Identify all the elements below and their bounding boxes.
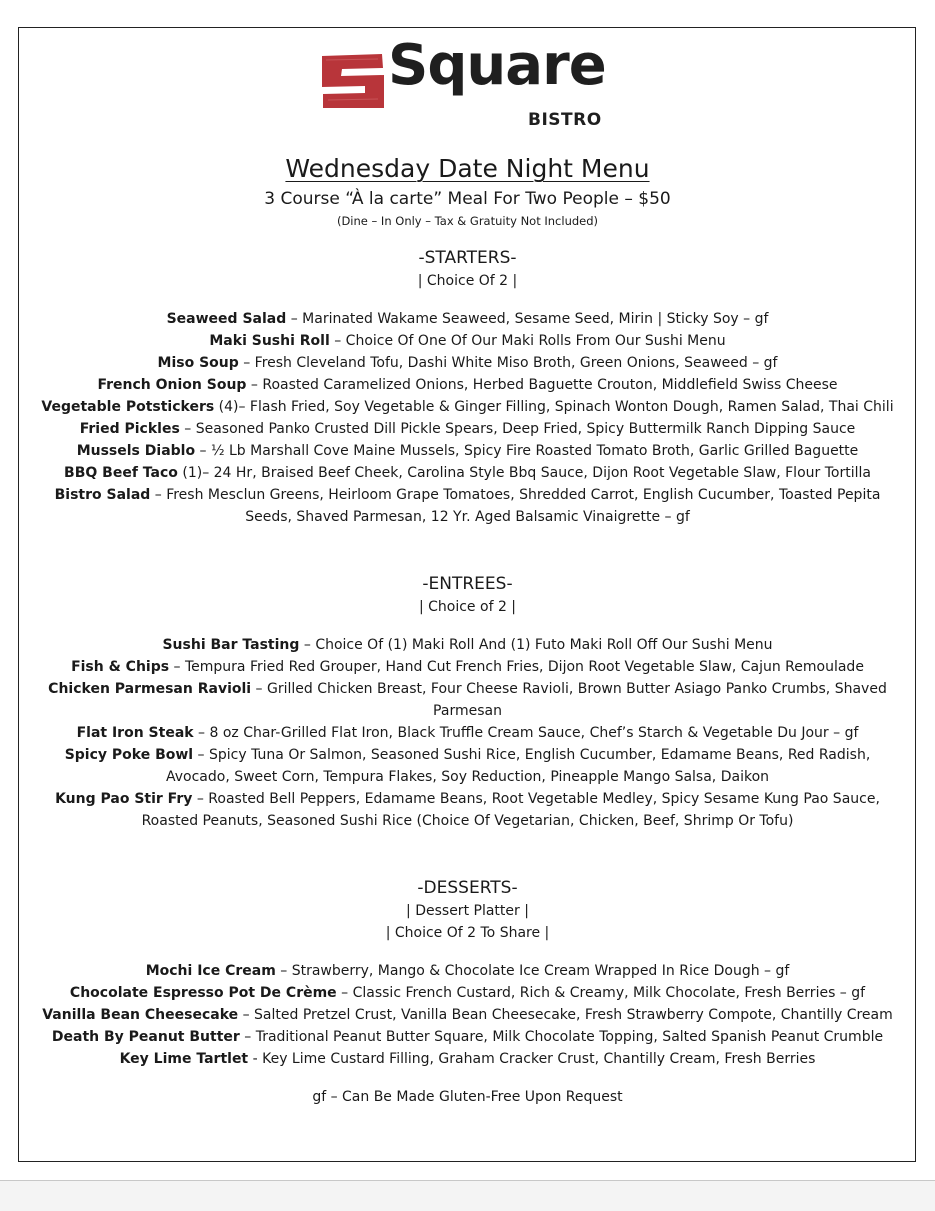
menu-item — [30, 634, 905, 656]
menu-item-description: Fresh Cleveland Tofu, Dashi White Miso Broth, Green Onions, Seaweed – gf — [254, 355, 778, 371]
menu-item — [30, 418, 905, 440]
menu-item-description: Seasoned Panko Crusted Dill Pickle Spears, Deep Fried, Spicy Buttermilk Ranch Dipping Sauce — [195, 421, 856, 437]
menu-note: (Dine – In Only – Tax & Gratuity Not Included) — [336, 214, 599, 228]
entrees-choice: | Choice of 2 | — [418, 599, 517, 615]
menu-item-separator: – — [193, 747, 210, 763]
menu-item-name: Fried Pickles — [79, 421, 180, 437]
menu-item-separator: – — [336, 985, 353, 1001]
menu-item-name: Fish & Chips — [71, 659, 170, 675]
menu-item-separator: – — [193, 725, 210, 741]
menu-item — [30, 374, 905, 396]
menu-item-name: BBQ Beef Taco — [64, 465, 178, 481]
menu-item-name: Bistro Salad — [54, 487, 151, 503]
menu-item-description: Salted Pretzel Crust, Vanilla Bean Cheesecake, Fresh Strawberry Compote, Chantilly Cream — [254, 1007, 893, 1023]
menu-item-name: Miso Soup — [157, 355, 239, 371]
menu-item-separator: – — [329, 333, 346, 349]
logo-subword: BISTRO — [528, 110, 602, 130]
desserts-choice: | Choice Of 2 To Share | — [385, 925, 550, 941]
menu-item — [30, 330, 905, 352]
menu-item-name: Vegetable Potstickers — [41, 399, 215, 415]
menu-item-separator: – — [286, 311, 303, 327]
menu-item — [30, 1048, 905, 1070]
menu-item — [30, 308, 905, 330]
menu-item-separator: – — [299, 637, 316, 653]
menu-item-description: Choice Of (1) Maki Roll And (1) Futo Maki Roll Off Our Sushi Menu — [315, 637, 773, 653]
menu-item-name: Flat Iron Steak — [76, 725, 194, 741]
menu-item-name: Vanilla Bean Cheesecake — [42, 1007, 239, 1023]
entrees-heading: -ENTREES- — [422, 574, 513, 594]
menu-item-name: Seaweed Salad — [166, 311, 287, 327]
desserts-platter: | Dessert Platter | — [406, 903, 529, 919]
menu-content — [30, 152, 905, 1108]
menu-item-description: Roasted Bell Peppers, Edamame Beans, Root Vegetable Medley, Spicy Sesame Kung Pao Sauce, Roasted Peanuts, Seasoned Sushi Rice (Choice Of Vegetarian, Chicken, Beef, Shrimp Or Tofu) — [141, 791, 880, 829]
menu-item — [30, 960, 905, 982]
menu-item-separator: – — [195, 443, 211, 459]
starters-heading: -STARTERS- — [418, 248, 517, 268]
menu-item — [30, 656, 905, 678]
menu-item-name: Sushi Bar Tasting — [162, 637, 300, 653]
menu-item-separator: – — [150, 487, 167, 503]
menu-item-name: Maki Sushi Roll — [209, 333, 330, 349]
menu-item — [30, 982, 905, 1004]
menu-item — [30, 396, 905, 418]
menu-item — [30, 744, 905, 788]
menu-item-separator: – — [246, 377, 263, 393]
menu-item-name: Spicy Poke Bowl — [64, 747, 194, 763]
menu-item-name: Mussels Diablo — [76, 443, 196, 459]
menu-item-separator: – — [238, 1007, 255, 1023]
menu-item-separator: (4)– — [214, 399, 250, 415]
menu-item — [30, 440, 905, 462]
entrees-list — [30, 634, 905, 832]
menu-item — [30, 462, 905, 484]
menu-title: Wednesday Date Night Menu — [285, 154, 650, 183]
gluten-free-footnote: gf – Can Be Made Gluten-Free Upon Request — [312, 1089, 623, 1105]
menu-item-separator: (1)– — [177, 465, 214, 481]
menu-item-separator: – — [179, 421, 196, 437]
menu-item-separator: – — [251, 681, 267, 697]
menu-item-description: 24 Hr, Braised Beef Cheek, Carolina Style Bbq Sauce, Dijon Root Vegetable Slaw, Flour Tortilla — [213, 465, 871, 481]
menu-item-separator: – — [192, 791, 209, 807]
page-bottom-edge — [0, 1180, 935, 1211]
menu-item-description: Flash Fried, Soy Vegetable & Ginger Filling, Spinach Wonton Dough, Ramen Salad, Thai Chili — [249, 399, 894, 415]
menu-item — [30, 352, 905, 374]
brush-square-mark — [320, 52, 386, 110]
menu-item-description: Traditional Peanut Butter Square, Milk Chocolate Topping, Salted Spanish Peanut Crumble — [255, 1029, 884, 1045]
logo-wordmark: Square — [388, 33, 606, 98]
menu-item-description: Classic French Custard, Rich & Creamy, Milk Chocolate, Fresh Berries – gf — [352, 985, 866, 1001]
starters-list — [30, 308, 905, 528]
menu-subtitle: 3 Course “À la carte” Meal For Two People – $50 — [264, 189, 671, 209]
menu-item-description: Roasted Caramelized Onions, Herbed Baguette Crouton, Middlefield Swiss Cheese — [262, 377, 838, 393]
menu-item-description: 8 oz Char-Grilled Flat Iron, Black Truffle Cream Sauce, Chef’s Starch & Vegetable Du Jour – gf — [209, 725, 859, 741]
menu-item-name: Mochi Ice Cream — [145, 963, 276, 979]
menu-item-description: Spicy Tuna Or Salmon, Seasoned Sushi Rice, English Cucumber, Edamame Beans, Red Radish, Avocado, Sweet Corn, Tempura Flakes, Soy Reduction, Pineapple Mango Salsa, Daikon — [165, 747, 871, 785]
menu-item-description: Choice Of One Of Our Maki Rolls From Our Sushi Menu — [345, 333, 726, 349]
menu-item-name: French Onion Soup — [97, 377, 247, 393]
menu-item-description: ½ Lb Marshall Cove Maine Mussels, Spicy Fire Roasted Tomato Broth, Garlic Grilled Baguette — [210, 443, 859, 459]
menu-item-name: Kung Pao Stir Fry — [55, 791, 193, 807]
menu-item-description: Fresh Mesclun Greens, Heirloom Grape Tomatoes, Shredded Carrot, English Cucumber, Toasted Pepita Seeds, Shaved Parmesan, 12 Yr. Aged Balsamic Vinaigrette – gf — [166, 487, 881, 525]
menu-item — [30, 678, 905, 722]
menu-item-separator: – — [275, 963, 292, 979]
menu-item-description: Strawberry, Mango & Chocolate Ice Cream Wrapped In Rice Dough – gf — [291, 963, 790, 979]
desserts-heading: -DESSERTS- — [417, 878, 518, 898]
menu-item — [30, 484, 905, 528]
menu-item-name: Chocolate Espresso Pot De Crème — [69, 985, 337, 1001]
menu-item-separator: - — [248, 1051, 263, 1067]
menu-item — [30, 1004, 905, 1026]
menu-item-description: Key Lime Custard Filling, Graham Cracker Crust, Chantilly Cream, Fresh Berries — [262, 1051, 816, 1067]
menu-item-name: Chicken Parmesan Ravioli — [48, 681, 252, 697]
menu-item-description: Marinated Wakame Seaweed, Sesame Seed, Mirin | Sticky Soy – gf — [302, 311, 769, 327]
logo — [318, 33, 618, 130]
menu-item-separator: – — [169, 659, 185, 675]
menu-item — [30, 722, 905, 744]
menu-item-description: Tempura Fried Red Grouper, Hand Cut French Fries, Dijon Root Vegetable Slaw, Cajun Remoulade — [184, 659, 864, 675]
menu-item — [30, 788, 905, 832]
menu-item-name: Death By Peanut Butter — [51, 1029, 240, 1045]
menu-item-separator: – — [238, 355, 255, 371]
menu-item-separator: – — [239, 1029, 256, 1045]
desserts-list — [30, 960, 905, 1070]
menu-item-description: Grilled Chicken Breast, Four Cheese Ravioli, Brown Butter Asiago Panko Crumbs, Shaved Parmesan — [267, 681, 887, 719]
starters-choice: | Choice Of 2 | — [417, 273, 518, 289]
menu-item — [30, 1026, 905, 1048]
menu-item-name: Key Lime Tartlet — [119, 1051, 249, 1067]
